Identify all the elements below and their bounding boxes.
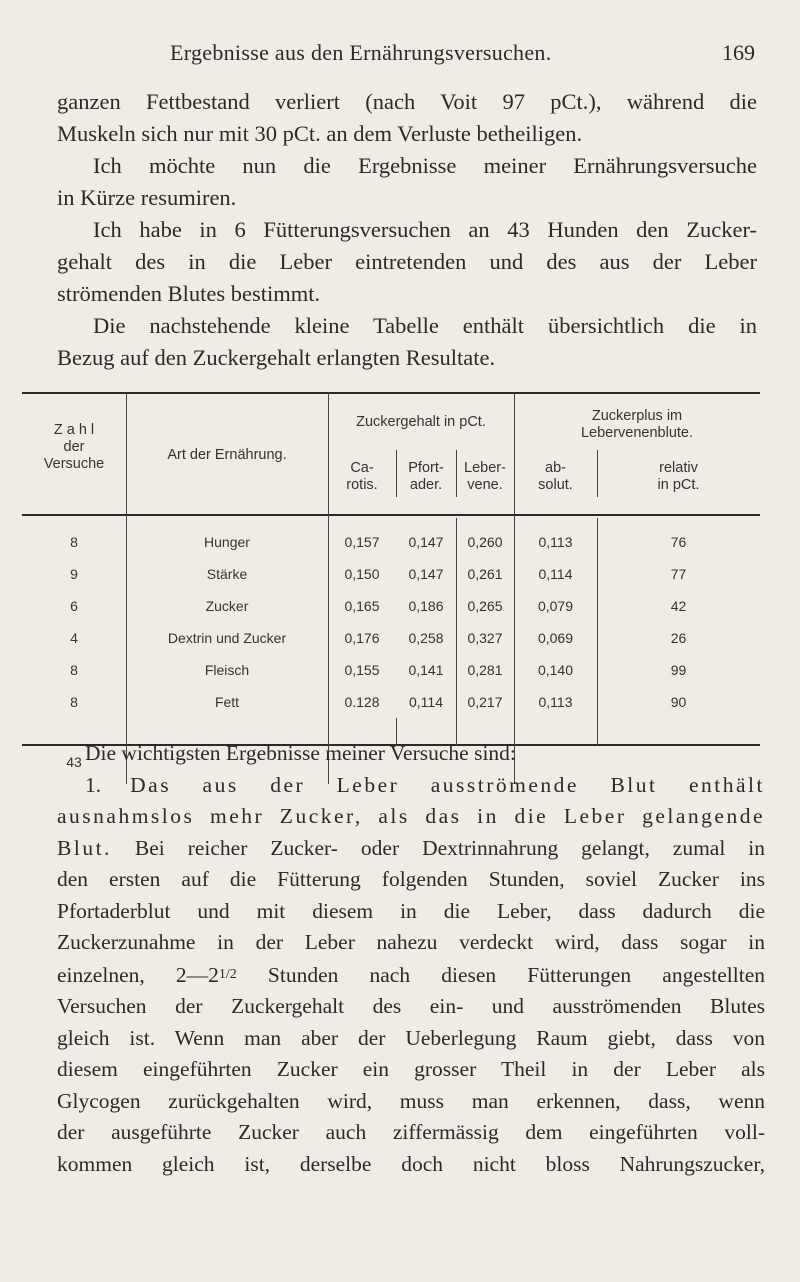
- cell-zahl: 4: [70, 630, 78, 646]
- cell-relativ: 76: [670, 534, 687, 550]
- text-line: der ausgeführte Zucker auch ziffermässig dem eingeführten voll-: [57, 1120, 765, 1144]
- text-segment: einzelnen, 2—2: [57, 962, 219, 987]
- text-line: kommen gleich ist, derselbe doch nicht bloss Nahrungszucker,: [57, 1151, 765, 1176]
- cell-carotis: 0,165: [344, 598, 380, 614]
- cell-lebervene: 0,281: [467, 662, 503, 678]
- page-header: [95, 40, 755, 80]
- header-relativ-line: relativ: [659, 460, 698, 476]
- text-line: Pfortaderblut und mit diesem in die Leber, dass dadurch die: [57, 898, 765, 923]
- cell-pfortader: 0,114: [409, 694, 443, 710]
- cell-relativ: 99: [670, 662, 687, 678]
- col-divider: [514, 392, 515, 784]
- cell-relativ: 42: [670, 598, 687, 614]
- cell-absolut: 0,113: [538, 694, 573, 710]
- cell-lebervene: 0,261: [467, 566, 503, 582]
- text-line: gehalt des in die Leber eintretenden und des aus der Leber: [57, 249, 757, 274]
- text-line: Die nachstehende kleine Tabelle enthält übersichtlich die in: [93, 313, 757, 338]
- page-number: 169: [722, 40, 755, 65]
- emphasis-text: Das aus der Leber ausströmende Blut enthält: [130, 772, 765, 797]
- cell-art: Zucker: [205, 598, 249, 614]
- cell-pfortader: 0,147: [408, 534, 444, 550]
- text-line: Zuckerzunahme in der Leber nahezu verdeckt wird, dass sogar in: [57, 930, 765, 954]
- running-title: Ergebnisse aus den Ernährungsversuchen.: [170, 40, 552, 65]
- text-line: ganzen Fettbestand verliert (nach Voit 97 pCt.), während die: [57, 89, 757, 114]
- text-line: Glycogen zurückgehalten wird, muss man erkennen, dass, wenn: [57, 1088, 765, 1113]
- header-zuckerplus-line: Lebervenenblute.: [580, 425, 694, 441]
- cell-pfortader: 0,141: [408, 662, 444, 678]
- header-pfortader: [396, 460, 456, 494]
- text-line: den ersten auf die Fütterung folgenden Stunden, soviel Zucker ins: [57, 867, 765, 891]
- intro-paragraph: [57, 86, 757, 374]
- header-absolut: [514, 460, 597, 494]
- cell-zahl: 8: [70, 662, 78, 678]
- result-number: 1.: [85, 772, 102, 797]
- text-line: Versuchen der Zuckergehalt des ein- und ausströmenden Blutes: [57, 994, 765, 1018]
- text-line: gleich ist. Wenn man aber der Ueberlegung Raum giebt, dass von: [57, 1025, 765, 1050]
- cell-art: Hunger: [204, 534, 250, 550]
- results-section: [57, 738, 765, 1180]
- cell-carotis: 0,157: [344, 534, 380, 550]
- cell-art: Fleisch: [204, 662, 250, 678]
- cell-lebervene: 0,260: [467, 534, 503, 550]
- cell-zahl: 8: [70, 534, 78, 550]
- header-zahl: [22, 422, 126, 473]
- results-heading: Die wichtigsten Ergebnisse meiner Versuche sind:: [85, 741, 516, 765]
- cell-carotis: 0.128: [344, 694, 380, 710]
- fraction: 1/2: [218, 966, 237, 982]
- cell-zahl: 6: [70, 598, 78, 614]
- header-zuckerplus-line: Zuckerplus im: [591, 408, 683, 424]
- header-zuckergehalt: Zuckergehalt in pCt.: [356, 414, 486, 430]
- header-zahl-line: Z a h l: [53, 422, 95, 438]
- text-line: diesem eingeführten Zucker ein grosser Theil in der Leber als: [57, 1057, 765, 1081]
- cell-art: Stärke: [206, 566, 248, 582]
- cell-carotis: 0,176: [344, 630, 380, 646]
- text-line: Ich habe in 6 Fütterungsversuchen an 43 Hunden den Zucker-: [93, 217, 757, 242]
- text-line: in Kürze resumiren.: [57, 185, 237, 210]
- text-line: Ich möchte nun die Ergebnisse meiner Ernährungsversuche: [93, 153, 757, 178]
- col-divider: [328, 392, 329, 784]
- cell-lebervene: 0,217: [467, 694, 503, 710]
- table-top-rule: [22, 392, 760, 394]
- table-header-rule: [22, 514, 760, 516]
- cell-lebervene: 0,265: [467, 598, 503, 614]
- cell-total: 43: [66, 754, 82, 770]
- cell-carotis: 0,155: [344, 662, 380, 678]
- text-line: Bezug auf den Zuckergehalt erlangten Resultate.: [57, 345, 496, 370]
- header-lebervene-line: vene.: [467, 477, 503, 493]
- cell-lebervene: 0,327: [467, 630, 503, 646]
- emphasis-text: Blut.: [57, 835, 112, 860]
- cell-absolut: 0,069: [537, 630, 574, 646]
- text-line: strömenden Blutes bestimmt.: [57, 281, 321, 306]
- header-lebervene-line: Leber-: [464, 460, 506, 476]
- text-line: Muskeln sich nur mit 30 pCt. an dem Verluste betheiligen.: [57, 121, 583, 146]
- cell-pfortader: 0,147: [408, 566, 444, 582]
- header-absolut-line: ab-: [545, 460, 566, 476]
- cell-absolut: 0,114: [538, 566, 573, 582]
- header-carotis: [328, 460, 396, 494]
- cell-relativ: 90: [670, 694, 687, 710]
- header-art: Art der Ernährung.: [167, 447, 287, 463]
- cell-carotis: 0,150: [344, 566, 380, 582]
- header-pfortader-line: ader.: [409, 477, 443, 493]
- text-segment: Stunden nach diesen Fütterungen angestellten: [236, 962, 765, 987]
- cell-absolut: 0,140: [537, 662, 574, 678]
- header-absolut-line: solut.: [538, 477, 573, 493]
- cell-art: Dextrin und Zucker: [167, 630, 287, 646]
- cell-pfortader: 0,258: [408, 630, 444, 646]
- header-relativ: [597, 460, 760, 494]
- cell-zahl: 8: [70, 694, 78, 710]
- result-line: [57, 770, 765, 802]
- header-relativ-line: in pCt.: [657, 477, 700, 493]
- cell-art: Fett: [214, 694, 240, 710]
- header-zahl-line: der: [63, 439, 85, 455]
- cell-relativ: 26: [670, 630, 687, 646]
- result-line: [57, 959, 765, 992]
- emphasis-text: ausnahmslos mehr Zucker, als das in die Leber gelangende: [57, 804, 765, 828]
- cell-pfortader: 0,186: [408, 598, 444, 614]
- cell-absolut: 0,113: [538, 534, 573, 550]
- header-pfortader-line: Pfort-: [408, 460, 444, 476]
- header-zahl-line: Versuche: [43, 456, 105, 472]
- text-segment: Bei reicher Zucker- oder Dextrinnahrung gelangt, zumal in: [134, 835, 765, 860]
- header-carotis-line: rotis.: [346, 477, 378, 493]
- cell-relativ: 77: [670, 566, 687, 582]
- cell-zahl: 9: [70, 566, 78, 582]
- header-lebervene: [456, 460, 514, 494]
- header-zuckerplus: [514, 408, 760, 442]
- result-line: [57, 833, 765, 865]
- header-carotis-line: Ca-: [350, 460, 374, 476]
- cell-absolut: 0,079: [537, 598, 574, 614]
